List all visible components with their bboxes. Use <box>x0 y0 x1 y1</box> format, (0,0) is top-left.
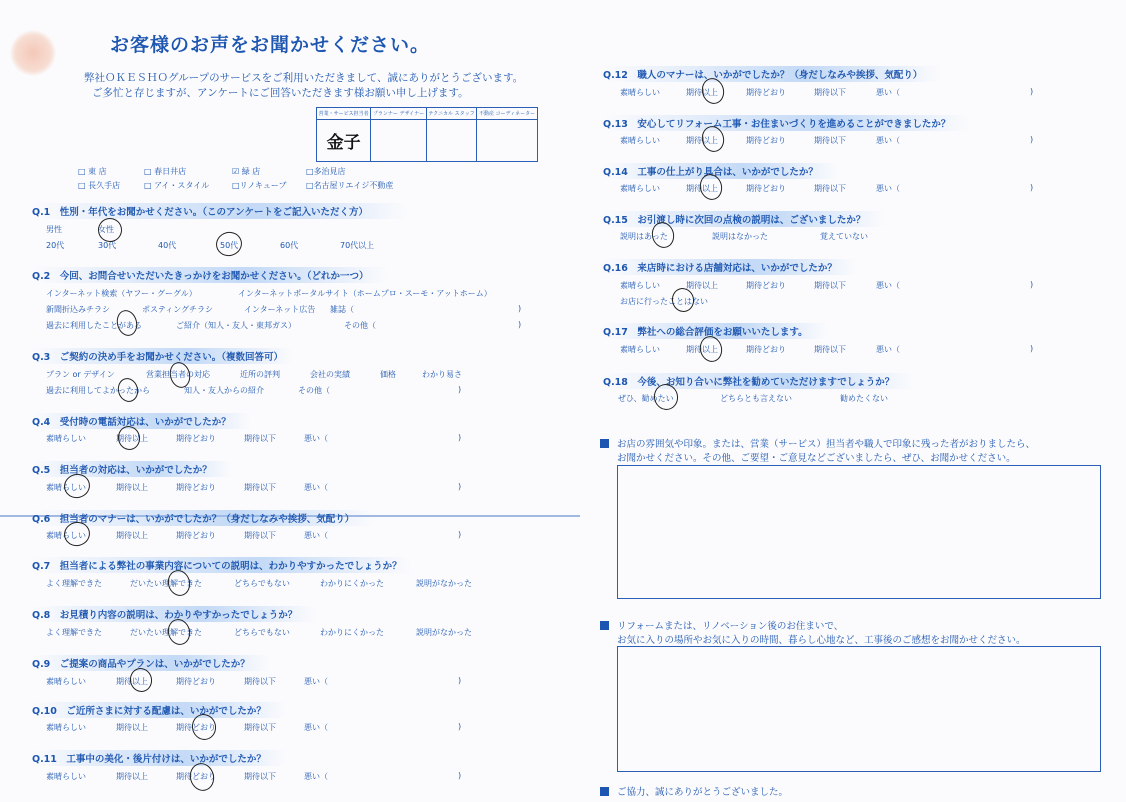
store-label: アイ・スタイル <box>154 181 210 190</box>
question-7: Q.7 担当者による弊社の事業内容についての説明は、わかりやすかったでしょうか？ <box>32 557 412 573</box>
option-as-expected[interactable]: 期待どおり <box>746 281 786 290</box>
option-below-expectation[interactable]: 期待以下 <box>244 531 276 540</box>
square-bullet-icon <box>600 621 609 630</box>
comment-1-text: お店の雰囲気や印象。または、営業（サービス）担当者や職人で印象に残った者がおりましたら、 <box>617 439 1036 450</box>
option-other[interactable]: その他（ <box>298 386 330 395</box>
square-bullet-icon <box>600 439 609 448</box>
store-checkbox-reage[interactable]: □名古屋リエイジ不動産 <box>306 181 394 190</box>
option-bad[interactable]: 悪い（ <box>304 483 328 492</box>
option-excellent[interactable]: 素晴らしい <box>620 88 660 97</box>
option-well-understood[interactable]: よく理解できた <box>46 579 102 588</box>
option-as-expected[interactable]: 期待どおり <box>176 531 216 540</box>
option-mostly-understood[interactable]: だいたい理解できた <box>130 579 202 588</box>
header-planner: プランナー デザイナー <box>371 108 427 120</box>
sales-name-cell[interactable] <box>317 120 371 162</box>
comment-1-box[interactable] <box>617 465 1101 599</box>
store-checkbox-midori[interactable]: ☑ 緑 店 <box>232 167 261 176</box>
pen-circle-mark <box>115 376 141 404</box>
pen-circle-mark <box>114 308 140 338</box>
option-excellent[interactable]: 素晴らしい <box>46 531 86 540</box>
stamp-mark <box>10 30 56 76</box>
option-excellent[interactable]: 素晴らしい <box>620 136 660 145</box>
option-above-expectation[interactable]: 期待以上 <box>686 184 718 193</box>
store-label: 名古屋リエイジ不動産 <box>313 181 394 190</box>
realestate-name-cell[interactable] <box>477 120 538 162</box>
question-10: Q.10 ご近所さまに対する配慮は、いかがでしたか？ <box>32 702 286 718</box>
option-as-expected[interactable]: 期待どおり <box>746 88 786 97</box>
option-not-explained[interactable]: 説明はなかった <box>712 232 768 241</box>
store-label: 東 店 <box>88 167 107 176</box>
option-above-expectation[interactable]: 期待以上 <box>116 677 148 686</box>
option-as-expected[interactable]: 期待どおり <box>746 136 786 145</box>
option-below-expectation[interactable]: 期待以下 <box>814 88 846 97</box>
question-9: Q.9 ご提案の商品やプランは、いかがでしたか？ <box>32 655 270 671</box>
option-excellent[interactable]: 素晴らしい <box>46 772 86 781</box>
option-magazine[interactable]: 雑誌（ <box>330 305 354 314</box>
option-used-before[interactable]: 過去に利用したことがある <box>46 321 142 330</box>
option-bad[interactable]: 悪い（ <box>304 723 328 732</box>
question-14: Q.14 工事の仕上がり具合は、いかがでしたか？ <box>603 163 838 179</box>
option-excellent[interactable]: 素晴らしい <box>620 184 660 193</box>
option-40s[interactable]: 40代 <box>158 241 177 250</box>
option-excellent[interactable]: 素晴らしい <box>620 345 660 354</box>
header-technical: テクニカル スタッフ <box>426 108 476 120</box>
header-sales: 営業・サービス担当者 <box>317 108 371 120</box>
option-as-expected[interactable]: 期待どおり <box>746 345 786 354</box>
question-13: Q.13 安心してリフォーム工事・お住まいづくりを進めることができましたか？ <box>603 115 970 131</box>
option-above-expectation[interactable]: 期待以上 <box>116 723 148 732</box>
question-15: Q.15 お引渡し時に次回の点検の説明は、ございましたか？ <box>603 211 885 227</box>
page-title: お客様のお声をお聞かせください。 <box>110 34 431 56</box>
option-60s[interactable]: 60代 <box>280 241 299 250</box>
option-reputation[interactable]: 近所の評判 <box>240 370 280 379</box>
option-other[interactable]: その他（ <box>344 321 376 330</box>
comment-2-box[interactable] <box>617 646 1101 772</box>
bracket-close: ) <box>518 320 522 329</box>
bracket-close: ) <box>458 676 462 685</box>
option-below-expectation[interactable]: 期待以下 <box>244 772 276 781</box>
bracket-close: ) <box>458 482 462 491</box>
store-checkbox-nagakute[interactable]: □ 長久手店 <box>78 181 121 190</box>
option-70s-plus[interactable]: 70代以上 <box>340 241 375 250</box>
store-checkbox-renocube[interactable]: □リノキューブ <box>232 181 287 190</box>
option-undecided[interactable]: どちらとも言えない <box>720 394 792 403</box>
option-30s[interactable]: 30代 <box>98 241 117 250</box>
bracket-close: ) <box>458 433 462 442</box>
option-well-understood[interactable]: よく理解できた <box>46 628 102 637</box>
planner-name-cell[interactable] <box>371 120 427 162</box>
store-label: 春日井店 <box>154 167 187 176</box>
square-bullet-icon <box>600 787 609 796</box>
store-label: 多治見店 <box>313 167 346 176</box>
option-sales-response[interactable]: 営業担当者の対応 <box>146 370 210 379</box>
intro-line-2: ご多忙と存じますが、アンケートにご回答いただきます様お願い申し上げます。 <box>92 87 469 99</box>
option-excellent[interactable]: 素晴らしい <box>46 483 86 492</box>
option-friend-referral[interactable]: 知人・友人からの紹介 <box>184 386 264 395</box>
option-as-expected[interactable]: 期待どおり <box>176 772 216 781</box>
option-bad[interactable]: 悪い（ <box>304 772 328 781</box>
question-4: Q.4 受付時の電話対応は、いかがでしたか？ <box>32 413 251 429</box>
option-as-expected[interactable]: 期待どおり <box>746 184 786 193</box>
option-not-recommend[interactable]: 勧めたくない <box>840 394 888 403</box>
store-label: 長久手店 <box>88 181 121 190</box>
option-bad[interactable]: 悪い（ <box>876 88 900 97</box>
option-bad[interactable]: 悪い（ <box>304 434 328 443</box>
option-above-expectation[interactable]: 期待以上 <box>116 483 148 492</box>
option-mostly-understood[interactable]: だいたい理解できた <box>130 628 202 637</box>
option-below-expectation[interactable]: 期待以下 <box>814 345 846 354</box>
question-8: Q.8 お見積り内容の説明は、わかりやすかったでしょうか？ <box>32 606 317 622</box>
question-16: Q.16 来店時における店舗対応は、いかがでしたか？ <box>603 259 857 275</box>
option-as-expected[interactable]: 期待どおり <box>176 483 216 492</box>
comment-1-line-2: お聞かせください。その他、ご要望・ご意見などございましたら、ぜひ、お聞かせください。 <box>617 453 1016 464</box>
option-as-expected[interactable]: 期待どおり <box>176 677 216 686</box>
bracket-close: ) <box>518 304 522 313</box>
option-price[interactable]: 価格 <box>380 370 396 379</box>
option-excellent[interactable]: 素晴らしい <box>46 677 86 686</box>
option-above-expectation[interactable]: 期待以上 <box>686 281 718 290</box>
option-never-visited[interactable]: お店に行ったことはない <box>620 297 708 306</box>
bracket-close: ) <box>1030 280 1034 289</box>
question-6: Q.6 担当者のマナーは、いかがでしたか？（身だしなみや挨拶、気配り） <box>32 510 374 526</box>
option-track-record[interactable]: 会社の実績 <box>310 370 350 379</box>
option-below-expectation[interactable]: 期待以下 <box>244 677 276 686</box>
option-below-expectation[interactable]: 期待以下 <box>244 723 276 732</box>
option-above-expectation[interactable]: 期待以上 <box>686 345 718 354</box>
bracket-close: ) <box>1030 344 1034 353</box>
question-18: Q.18 今後、お知り合いに弊社を勧めていただけますでしょうか？ <box>603 373 914 389</box>
option-excellent[interactable]: 素晴らしい <box>46 434 86 443</box>
bracket-close: ) <box>458 530 462 539</box>
option-above-expectation[interactable]: 期待以上 <box>686 136 718 145</box>
option-no-explanation[interactable]: 説明がなかった <box>416 579 472 588</box>
contact-person-table <box>316 107 538 162</box>
option-below-expectation[interactable]: 期待以下 <box>244 434 276 443</box>
option-explained[interactable]: 説明はあった <box>620 232 668 241</box>
bracket-close: ) <box>458 385 462 394</box>
footer-text: ご協力、誠にありがとうございました。 <box>617 787 789 798</box>
intro-line-1: 弊社ＯＫＥＳＨＯグループのサービスをご利用いただきまして、誠にありがとうございます。 <box>84 72 524 84</box>
store-label: 緑 店 <box>241 167 261 176</box>
option-internet-search[interactable]: インターネット検索（ヤフー・グーグル） <box>46 289 197 298</box>
option-bad[interactable]: 悪い（ <box>304 677 328 686</box>
option-male[interactable]: 男性 <box>46 225 62 234</box>
option-excellent[interactable]: 素晴らしい <box>46 723 86 732</box>
option-good-past-experience[interactable]: 過去に利用してよかったから <box>46 386 150 395</box>
option-hard-to-understand[interactable]: わかりにくかった <box>320 579 384 588</box>
option-below-expectation[interactable]: 期待以下 <box>814 281 846 290</box>
comment-2-line-2: お気に入りの場所やお気に入りの時間、暮らし心地など、工事後のご感想をお聞かせください。 <box>617 635 1026 646</box>
option-female[interactable]: 女性 <box>98 225 114 234</box>
handwritten-name: 金子 <box>326 133 361 153</box>
header-realestate: 不動産 コーディネーター <box>477 108 538 120</box>
option-bad[interactable]: 悪い（ <box>876 345 900 354</box>
option-bad[interactable]: 悪い（ <box>876 281 900 290</box>
option-posting-flyer[interactable]: ポスティングチラシ <box>142 305 214 314</box>
option-excellent[interactable]: 素晴らしい <box>620 281 660 290</box>
option-above-expectation[interactable]: 期待以上 <box>116 434 148 443</box>
store-checkbox-istyle[interactable]: □ アイ・スタイル <box>144 181 210 190</box>
option-neutral[interactable]: どちらでもない <box>234 628 290 637</box>
option-as-expected[interactable]: 期待どおり <box>176 723 216 732</box>
option-above-expectation[interactable]: 期待以上 <box>116 772 148 781</box>
option-dont-remember[interactable]: 覚えていない <box>820 232 868 241</box>
option-newspaper-flyer[interactable]: 新聞折込みチラシ <box>46 305 110 314</box>
option-referral[interactable]: ご紹介（知人・友人・東邦ガス） <box>176 321 296 330</box>
option-bad[interactable]: 悪い（ <box>876 136 900 145</box>
option-below-expectation[interactable]: 期待以下 <box>814 136 846 145</box>
option-portal-site[interactable]: インターネットポータルサイト（ホームプロ・スーモ・アットホーム） <box>238 289 492 298</box>
footer-thanks <box>600 784 788 798</box>
pen-circle-mark <box>213 229 244 259</box>
option-hard-to-understand[interactable]: わかりにくかった <box>320 628 384 637</box>
question-1: Q.1 性別・年代をお聞かせください。（このアンケートをご記入いただく方） <box>32 203 408 219</box>
option-below-expectation[interactable]: 期待以下 <box>244 483 276 492</box>
store-label: リノキューブ <box>239 181 287 190</box>
bracket-close: ) <box>458 722 462 731</box>
option-20s[interactable]: 20代 <box>46 241 65 250</box>
option-bad[interactable]: 悪い（ <box>304 531 328 540</box>
bracket-close: ) <box>1030 135 1034 144</box>
option-above-expectation[interactable]: 期待以上 <box>116 531 148 540</box>
technical-name-cell[interactable] <box>426 120 476 162</box>
question-17: Q.17 弊社への総合評価をお願いいたします。 <box>603 323 828 339</box>
store-checkbox-kasugai[interactable]: □ 春日井店 <box>144 167 187 176</box>
option-50s[interactable]: 50代 <box>220 241 239 250</box>
option-internet-ad[interactable]: インターネット広告 <box>244 305 316 314</box>
question-12: Q.12 職人のマナーは、いかがでしたか？（身だしなみや挨拶、気配り） <box>603 66 942 82</box>
question-11: Q.11 工事中の美化・後片付けは、いかがでしたか？ <box>32 750 286 766</box>
option-as-expected[interactable]: 期待どおり <box>176 434 216 443</box>
bracket-close: ) <box>458 771 462 780</box>
question-2: Q.2 今回、お問合せいただいたきっかけをお聞かせください。（どれか一つ） <box>32 267 389 283</box>
option-below-expectation[interactable]: 期待以下 <box>814 184 846 193</box>
option-no-explanation[interactable]: 説明がなかった <box>416 628 472 637</box>
question-5: Q.5 担当者の対応は、いかがでしたか？ <box>32 461 232 477</box>
store-checkbox-higashi[interactable]: □ 東 店 <box>78 167 107 176</box>
option-recommend[interactable]: ぜひ、勧めたい <box>618 394 674 403</box>
option-above-expectation[interactable]: 期待以上 <box>686 88 718 97</box>
bracket-close: ) <box>1030 183 1034 192</box>
comment-2-line-1 <box>600 618 843 632</box>
option-neutral[interactable]: どちらでもない <box>234 579 290 588</box>
option-plan-design[interactable]: プラン or デザイン <box>46 370 115 379</box>
option-clarity[interactable]: わかり易さ <box>422 370 462 379</box>
comment-1-line-1 <box>600 436 1035 450</box>
comment-2-text: リフォームまたは、リノベーション後のお住まいで、 <box>617 621 844 632</box>
question-3: Q.3 ご契約の決め手をお聞かせください。（複数回答可） <box>32 348 293 364</box>
store-checkbox-tajimi[interactable]: □多治見店 <box>306 167 346 176</box>
bracket-close: ) <box>1030 87 1034 96</box>
option-bad[interactable]: 悪い（ <box>876 184 900 193</box>
